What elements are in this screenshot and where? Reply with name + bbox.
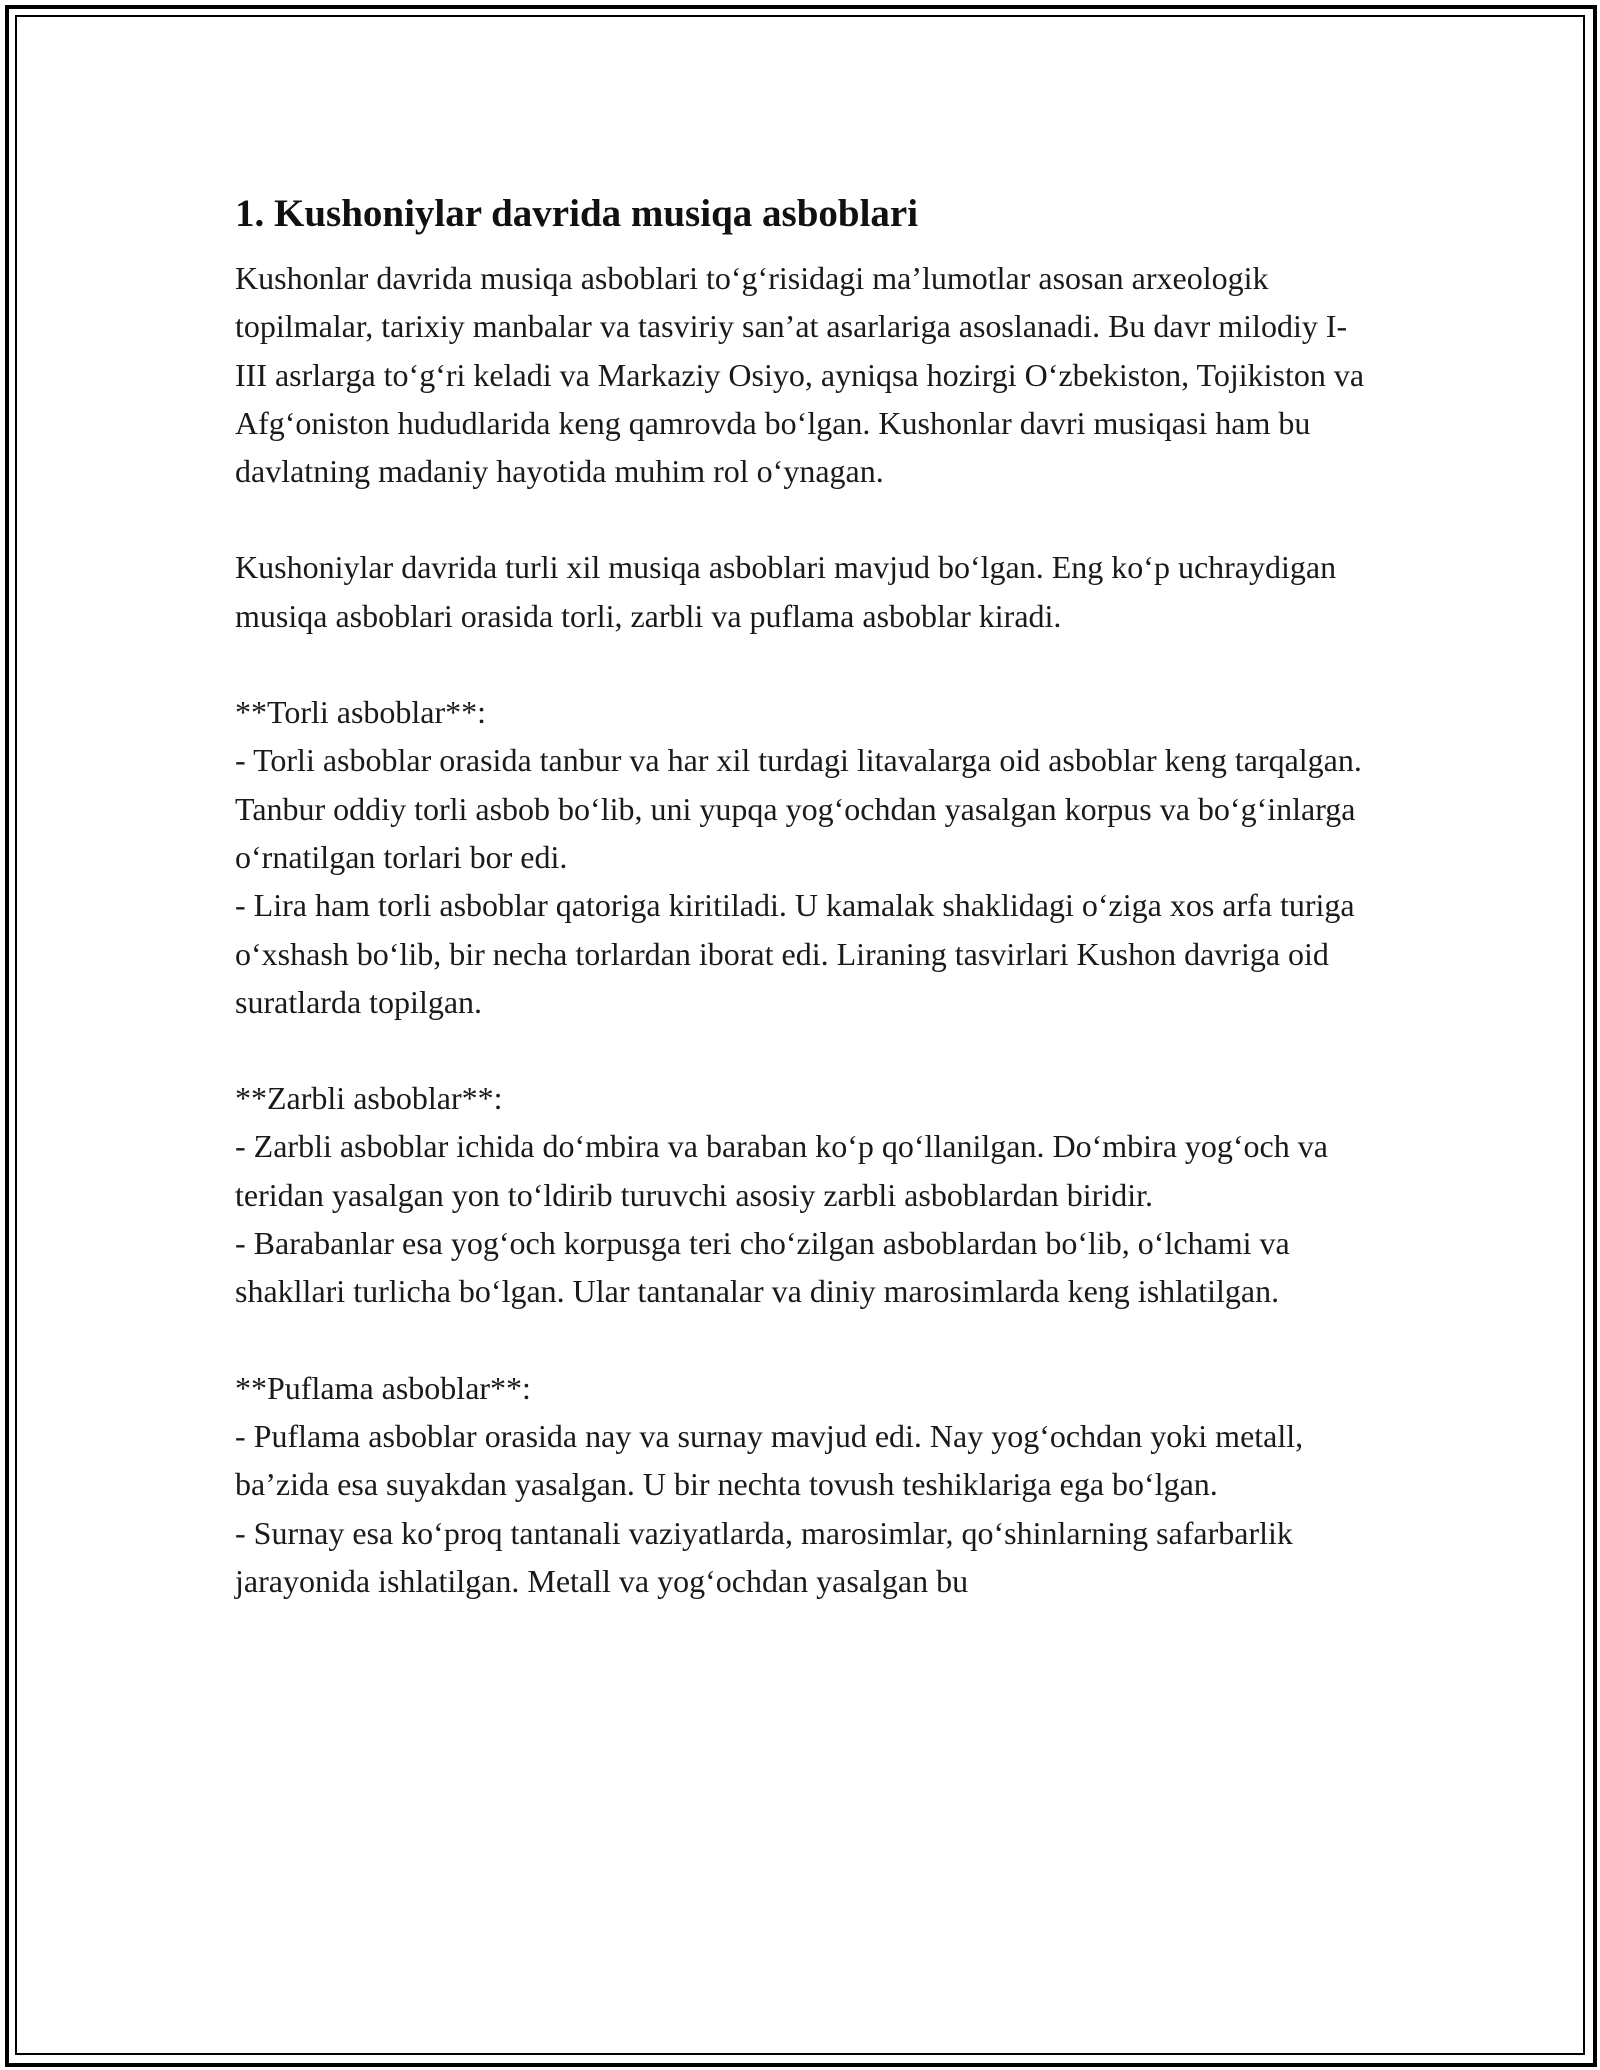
- overview-paragraph: Kushoniylar davrida turli xil musiqa asboblari mavjud bo‘lgan. Eng ko‘p uchraydigan musiqa asboblari orasida torli, zarbli va puflama asboblar kiradi.: [235, 549, 1337, 634]
- list-item-surnay: - Surnay esa ko‘proq tantanali vaziyatlarda, marosimlar, qo‘shinlarning safarbarlik jarayonida ishlatilgan. Metall va yog‘ochdan yasalgan bu: [235, 1514, 1293, 1599]
- section-puflama: [235, 1364, 1375, 1605]
- paragraph-spacer: [235, 1026, 1375, 1074]
- list-item-dombira: - Zarbli asboblar ichida do‘mbira va baraban ko‘p qo‘llanilgan. Do‘mbira yog‘och va teridan yasalgan yon to‘ldirib turuvchi asosiy zarbli asboblardan biridir.: [235, 1128, 1328, 1213]
- list-item-baraban: - Barabanlar esa yog‘och korpusga teri cho‘zilgan asboblardan bo‘lib, o‘lchami va shakllari turlicha bo‘lgan. Ular tantanalar va diniy marosimlarda keng ishlatilgan.: [235, 1225, 1290, 1310]
- section-heading-torli: **Torli asboblar**:: [235, 694, 487, 731]
- intro-paragraph: Kushonlar davrida musiqa asboblari to‘g‘risidagi ma’lumotlar asosan arxeologik topilmalar, tarixiy manbalar va tasviriy san’at asarlariga asoslanadi. Bu davr milodiy I-III asrlarga to‘g‘ri keladi va Markaziy Osiyo, ayniqsa hozirgi O‘zbekiston, Tojikiston va Afg‘oniston hududlarida keng qamrovda bo‘lgan. Kushonlar davri musiqasi ham bu davlatning madaniy hayotida muhim rol o‘ynagan.: [235, 260, 1365, 490]
- paragraph-spacer: [235, 1316, 1375, 1364]
- paragraph-spacer: [235, 495, 1375, 543]
- section-zarbli: [235, 1074, 1375, 1315]
- document-title: 1. Kushoniylar davrida musiqa asboblari: [235, 192, 919, 235]
- document-body: [235, 188, 1375, 1605]
- list-item-nay: - Puflama asboblar orasida nay va surnay mavjud edi. Nay yog‘ochdan yoki metall, ba’zida esa suyakdan yasalgan. U bir nechta tovush teshiklariga ega bo‘lgan.: [235, 1417, 1304, 1503]
- section-heading-zarbli: **Zarbli asboblar**:: [235, 1080, 503, 1117]
- list-item-lira: - Lira ham torli asboblar qatoriga kiritiladi. U kamalak shaklidagi o‘ziga xos arfa turiga o‘xshash bo‘lib, bir necha torlardan iborat edi. Liraning tasvirlari Kushon davriga oid suratlarda topilgan.: [235, 887, 1355, 1020]
- list-item-tanbur: - Torli asboblar orasida tanbur va har xil turdagi litavalarga oid asboblar keng tarqalgan. Tanbur oddiy torli asbob bo‘lib, uni yupqa yog‘ochdan yasalgan korpus va bo‘g‘inlarga o‘rnatilgan torlari bor edi.: [235, 742, 1362, 875]
- section-torli: [235, 688, 1375, 1026]
- paragraph-spacer: [235, 640, 1375, 688]
- section-heading-puflama: **Puflama asboblar**:: [235, 1369, 531, 1406]
